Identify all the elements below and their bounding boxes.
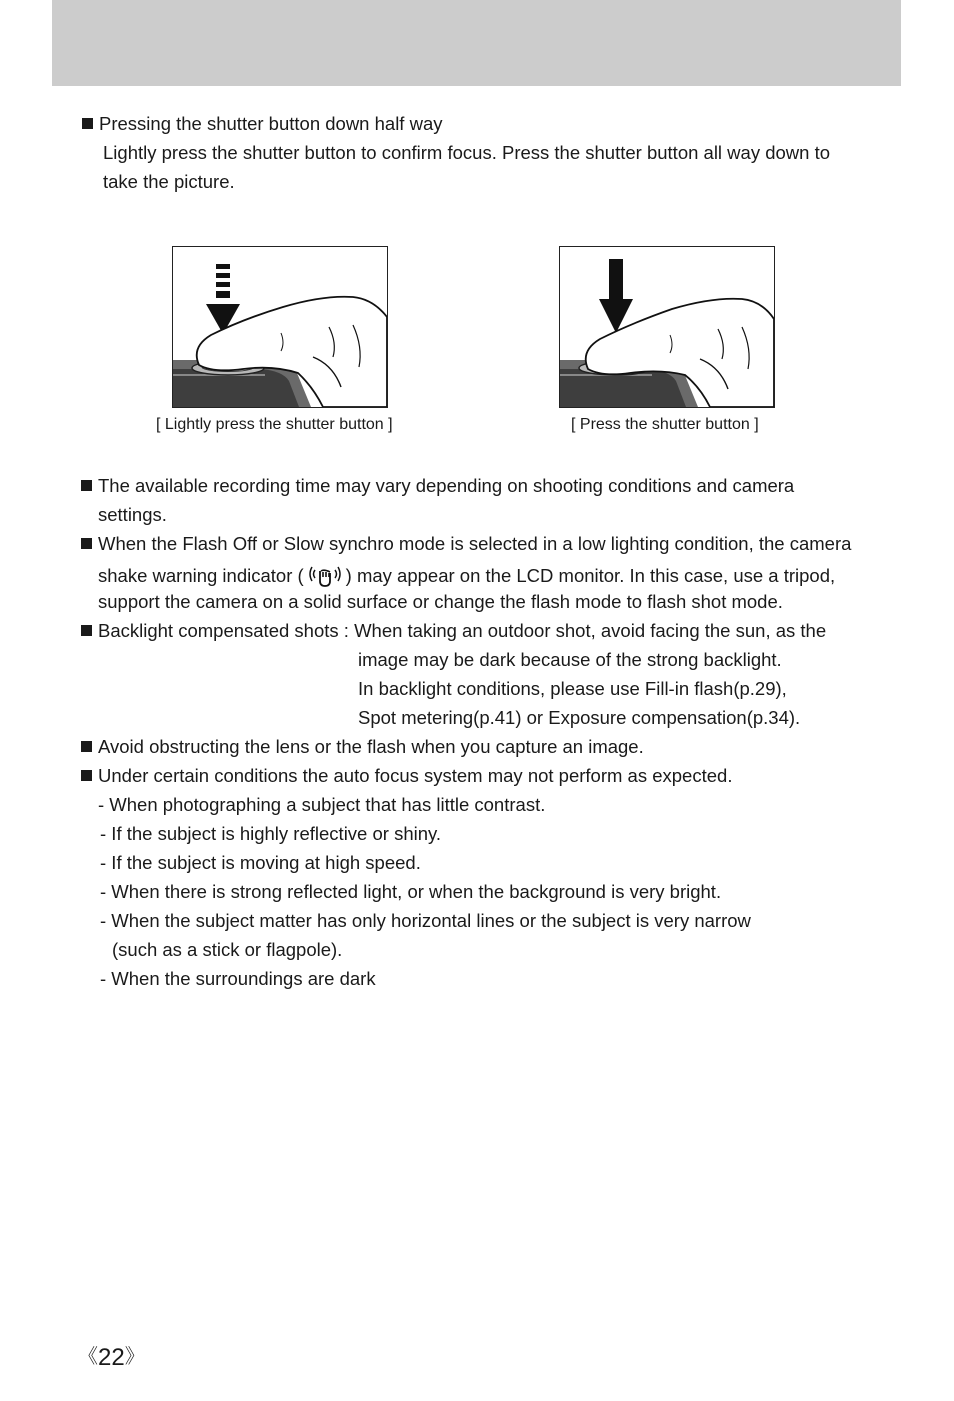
bullet-square-icon bbox=[81, 480, 92, 491]
list-item: - If the subject is moving at high speed. bbox=[100, 852, 421, 873]
section-title: Pressing the shutter button down half way bbox=[82, 113, 442, 135]
page-number: 《22》 bbox=[78, 1344, 145, 1371]
note-backlight-line-4: Spot metering(p.41) or Exposure compensation(p.34). bbox=[358, 707, 801, 728]
note-flash-line-2: shake warning indicator ( ) may appear on the LCD monitor. In this case, use a tripod, bbox=[98, 562, 835, 593]
bullet-square-icon bbox=[81, 538, 92, 549]
list-item-cont: (such as a stick or flagpole). bbox=[112, 939, 343, 960]
list-item: - When there is strong reflected light, or when the background is very bright. bbox=[100, 881, 722, 902]
section-body-line-2: take the picture. bbox=[103, 171, 235, 192]
list-item: - When photographing a subject that has little contrast. bbox=[98, 794, 546, 815]
note-backlight-line-1: Backlight compensated shots : When taking an outdoor shot, avoid facing the sun, as the bbox=[81, 620, 826, 642]
camera-shake-warning-icon bbox=[308, 562, 342, 593]
note-lens: Avoid obstructing the lens or the flash when you capture an image. bbox=[81, 736, 644, 758]
note-flash-line-1: When the Flash Off or Slow synchro mode is selected in a low lighting condition, the camera bbox=[81, 533, 851, 555]
bullet-square-icon bbox=[81, 741, 92, 752]
figure-caption-right: [ Press the shutter button ] bbox=[571, 416, 759, 433]
list-item: - When the subject matter has only horizontal lines or the subject is very narrow bbox=[100, 910, 751, 931]
note-flash-line-3: support the camera on a solid surface or change the flash mode to flash shot mode. bbox=[98, 591, 783, 612]
note-backlight-line-3: In backlight conditions, please use Fill-in flash(p.29), bbox=[358, 678, 787, 699]
bullet-square-icon bbox=[82, 118, 93, 129]
figure-full-press bbox=[559, 246, 775, 408]
note-backlight-line-2: image may be dark because of the strong backlight. bbox=[358, 649, 782, 670]
bullet-square-icon bbox=[81, 625, 92, 636]
section-body-line-1: Lightly press the shutter button to confirm focus. Press the shutter button all way down to bbox=[103, 142, 831, 163]
note-recording-time: The available recording time may vary depending on shooting conditions and camera bbox=[81, 475, 794, 497]
figure-caption-left: [ Lightly press the shutter button ] bbox=[156, 416, 393, 433]
bullet-square-icon bbox=[81, 770, 92, 781]
header-bar bbox=[52, 0, 901, 86]
list-item: - If the subject is highly reflective or shiny. bbox=[100, 823, 442, 844]
solid-down-arrow-icon bbox=[599, 259, 633, 333]
figure-half-press bbox=[172, 246, 388, 408]
note-autofocus-title: Under certain conditions the auto focus system may not perform as expected. bbox=[81, 765, 732, 787]
note-recording-time-cont: settings. bbox=[98, 504, 167, 525]
list-item: - When the surroundings are dark bbox=[100, 968, 376, 989]
